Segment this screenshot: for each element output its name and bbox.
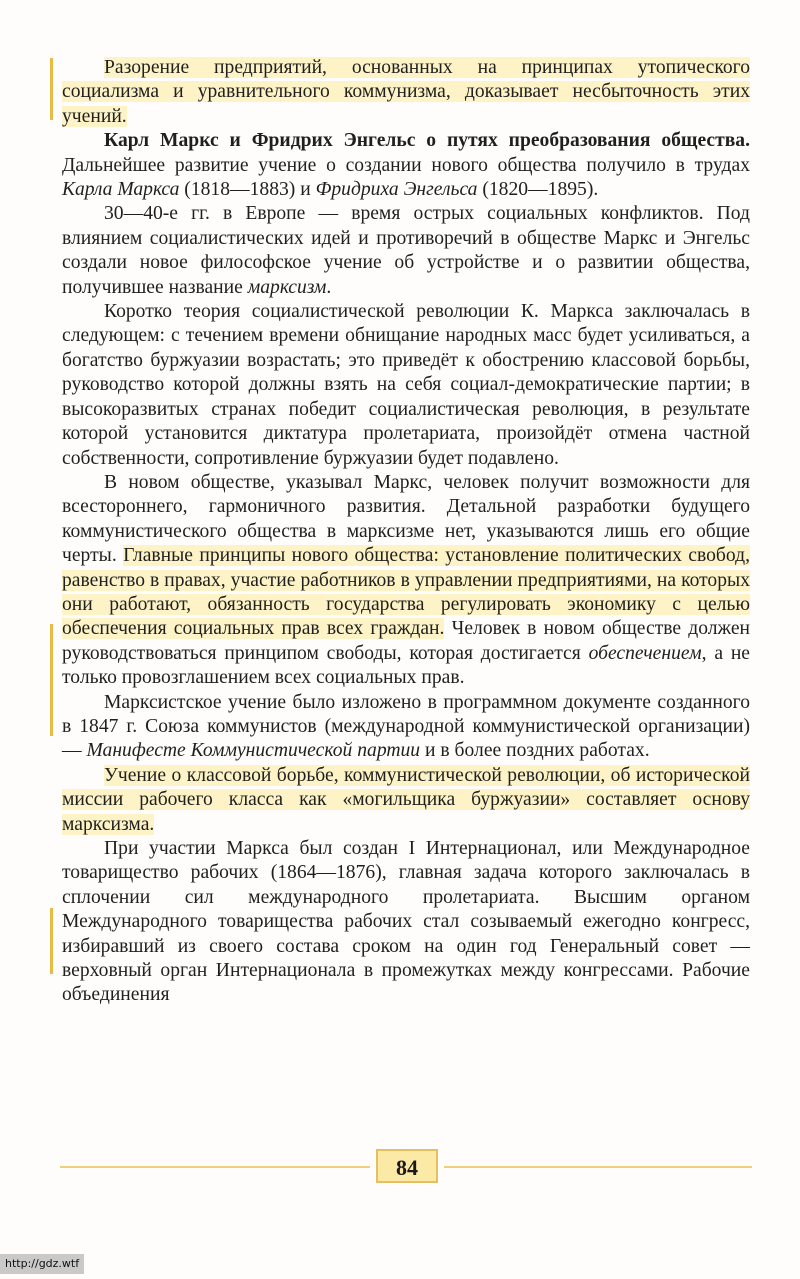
footer-rule-left (60, 1166, 370, 1168)
paragraph-3 (62, 202, 750, 300)
highlighted-text: Учение о классовой борьбе, коммунистической революции, об исторической миссии рабочего класса как «могильщика буржуазии» составляет основу марксизма. (62, 764, 750, 835)
paragraph-text: В новом обществе, указывал Маркс, человек получит возможности для всестороннего, гармоничного развития. Детальной разработки будущего коммунистического общества в марксизме нет, указываются лишь его общие черты. (62, 471, 750, 567)
name-marx: Карла Маркса (62, 179, 180, 201)
paragraph-5 (62, 471, 750, 691)
margin-highlight-bar (50, 908, 53, 974)
margin-highlight-bar (50, 58, 53, 120)
paragraph-4: Коротко теория социалистической революции К. Маркса заключалась в следующем: с течением времени обнищание народных масс будет усиливаться, а богатство буржуазии возрастать; это приведёт к обострению классовой борьбы, руководство которой должны взять на себя социал-демократические партии; в высокоразвитых странах победит социалистическая революция, в результате которой установится диктатура пролетариата, произойдёт отмена частной собственности, сопротивление буржуазии будет подавлено. (62, 301, 750, 469)
watermark-link[interactable]: http://gdz.wtf (0, 1254, 84, 1274)
highlighted-text: Разорение предприятий, основанных на принципах утопического социализма и уравнительного коммунизма, доказывает несбыточность этих учений. (62, 57, 750, 127)
paragraph-2 (62, 129, 750, 202)
page-footer (60, 1148, 752, 1188)
page-number: 84 (376, 1149, 438, 1183)
body-text (62, 56, 750, 1008)
term-manifesto: Манифесте Коммунистической партии (86, 740, 421, 762)
paragraph-text: 30—40-е гг. в Европе — время острых социальных конфликтов. Под влиянием социалистических идей и противоречий в обществе Маркс и Энгельс создали новое философское учение об устройстве и о развитии общества, получившее название (62, 203, 750, 298)
paragraph-text: (1818—1883) и (179, 179, 316, 201)
footer-rule-right (444, 1166, 752, 1168)
paragraph-text: Дальнейшее развитие учение о создании нового общества получило в трудах (62, 154, 750, 176)
paragraph-text: Человек в новом обществе должен руководствоваться принципом свободы, которая достигается (62, 618, 751, 664)
paragraph-text: . (326, 276, 332, 298)
margin-highlight-bar (50, 624, 53, 736)
name-engels: Фридриха Энгельса (315, 179, 478, 201)
paragraph-text: , а не только провозглашением всех социальных прав. (62, 642, 750, 689)
paragraph-1 (62, 56, 750, 129)
highlighted-text: Главные принципы нового общества: установление политических свобод, равенство в правах, участие работников в управлении предприятиями, на которых они работают, обязанность государства регулировать экономику с целью обеспечения социальных прав всех граждан. (62, 545, 750, 640)
paragraph-7 (62, 764, 750, 837)
term-marxism: марксизм (247, 276, 327, 298)
paragraph-text: Марксистское учение было изложено в программном документе созданного в 1847 г. Союза коммунистов (международной коммунистической организации) — (62, 691, 750, 762)
term-provision: обеспечением (588, 642, 702, 664)
section-heading: Карл Маркс и Фридрих Энгельс о путях преобразования общества. (104, 130, 750, 152)
paragraph-text: и в более поздних работах. (420, 740, 650, 762)
paragraph-8: При участии Маркса был создан I Интернационал, или Международное товарищество рабочих (1864—1876), главная задача которого заключалась в сплочении сил международного пролетариата. Высшим органом Международного товарищества рабочих стал созываемый ежегодно конгресс, избиравший из своего состава сроком на один год Генеральный совет — верховный орган Интернационала в промежутках между конгрессами. Рабочие объединения (62, 838, 750, 1006)
paragraph-text: (1820—1895). (477, 179, 599, 201)
paragraph-6 (62, 691, 750, 764)
